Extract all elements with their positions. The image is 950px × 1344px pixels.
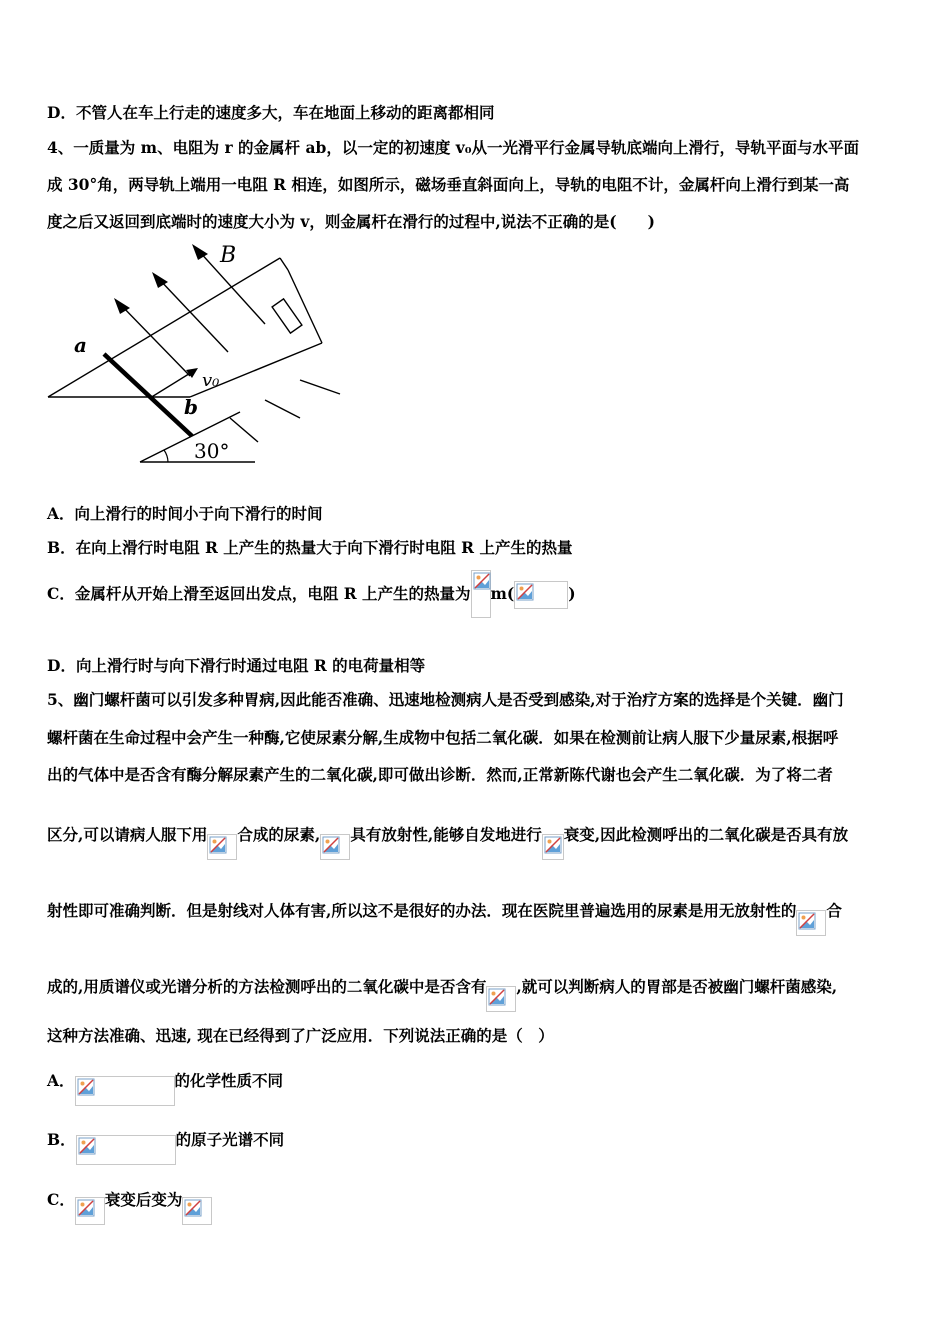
broken-image-icon [320,834,350,860]
q4-option-c-close: ) [568,584,576,603]
q5-stem-line-1: 5、幽门螺杆菌可以引发多种胃病,因此能否准确、迅速地检测病人是否受到感染,对于治疗方案的选择是个关键．幽门 [47,690,844,709]
q5-line5-b: 合 [826,901,842,920]
resistor-r [272,299,302,333]
label-v0: v₀ [202,370,220,391]
q5-line4-d: 衰变,因此检测呼出的二氧化碳是否具有放 [563,825,849,844]
broken-image-icon [75,1076,175,1106]
broken-image-icon [207,834,237,860]
q5-option-a [47,1056,283,1090]
field-line-below-3 [230,418,258,442]
q5-stem-line-4 [47,810,848,846]
broken-image-icon [514,581,568,609]
q5-option-b [47,1115,284,1149]
q4-stem-line-1: 4、一质量为 m、电阻为 r 的金属杆 ab，以一定的初速度 v₀从一光滑平行金属导轨底端向上滑行，导轨平面与水平面 [47,138,860,157]
q5-option-c-label: C． [47,1190,75,1209]
q5-stem-line-6 [47,962,837,998]
q5-line4-b: 合成的尿素, [237,825,321,844]
q5-option-a-text: 的化学性质不同 [174,1071,284,1090]
broken-image-icon [76,1135,176,1165]
q4-option-b: B．在向上滑行时电阻 R 上产生的热量大于向下滑行时电阻 R 上产生的热量 [47,538,573,557]
broken-image-icon [796,910,826,936]
q5-option-b-label: B． [47,1130,76,1149]
label-angle: 30° [194,439,230,463]
q5-line4-a: 区分,可以请病人服下用 [47,825,208,844]
prev-option-d: D．不管人在车上行走的速度多大，车在地面上移动的距离都相同 [47,103,495,122]
field-line-below-1 [300,380,340,394]
q5-stem-line-7: 这种方法准确、迅速, 现在已经得到了广泛应用．下列说法正确的是（ ） [47,1026,554,1045]
q4-option-d: D．向上滑行时与向下滑行时通过电阻 R 的电荷量相等 [47,656,426,675]
label-b-field: B [220,243,237,268]
q5-line5-a: 射性即可准确判断．但是射线对人体有害,所以这不是很好的办法．现在医院里普遍选用的尿素是用无放射性的 [47,901,797,920]
q4-stem-line-3: 度之后又返回到底端时的速度大小为 v，则金属杆在滑行的过程中,说法不正确的是( ) [47,212,655,231]
q5-line6-a: 成的,用质谱仪或光谱分析的方法检测呼出的二氧化碳中是否含有 [47,977,487,996]
incline-rail-diagram [40,240,360,470]
broken-image-icon [471,570,491,618]
broken-image-icon [486,986,516,1012]
field-lines [120,250,340,442]
field-arrow-3 [120,304,190,376]
q4-option-a: A．向上滑行的时间小于向下滑行的时间 [47,504,323,523]
rail-top-connector [280,258,288,270]
q5-line4-c: 具有放射性,能够自发地进行 [350,825,542,844]
q4-stem-line-2: 成 30°角，两导轨上端用一电阻 R 相连，如图所示，磁场垂直斜面向上，导轨的电阻不计，金属杆向上滑行到某一高 [47,175,850,194]
broken-image-icon [542,834,564,860]
q5-option-a-label: A． [47,1071,75,1090]
arrow-heads [114,244,208,314]
rail-upper-edge [48,258,280,397]
q5-stem-line-3: 出的气体中是否含有酶分解尿素产生的二氧化碳,即可做出诊断．然而,正常新陈代谢也会产生二氧化碳．为了将二者 [47,765,833,784]
label-a: a [74,333,87,357]
field-arrow-2 [158,278,228,352]
q5-option-c-text: 衰变后变为 [104,1190,183,1209]
q5-stem-line-5 [47,886,842,922]
label-b: b [184,395,198,419]
q4-option-c-mid: m( [490,584,515,603]
q5-line6-b: ,就可以判断病人的胃部是否被幽门螺杆菌感染, [516,977,838,996]
q5-stem-line-2: 螺杆菌在生命过程中会产生一种酶,它使尿素分解,生成物中包括二氧化碳．如果在检测前让病人服下少量尿素,根据呼 [47,728,839,747]
q4-option-c-text: C．金属杆从开始上滑至返回出发点，电阻 R 上产生的热量为 [47,584,471,603]
broken-image-icon [75,1197,105,1225]
q4-option-c [47,570,576,618]
broken-image-icon [182,1197,212,1225]
metal-bar-ab [104,354,192,436]
field-line-below-2 [265,400,300,418]
q5-option-b-text: 的原子光谱不同 [175,1130,285,1149]
angle-arc [164,450,168,462]
q5-option-c [47,1175,212,1209]
